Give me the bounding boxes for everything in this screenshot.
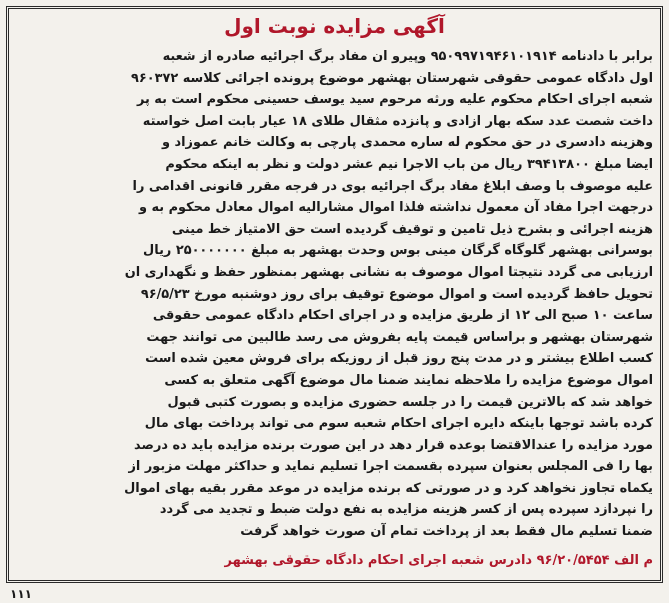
page-number: ۱۱۱ <box>10 587 32 601</box>
notice-line: ضمنا تسلیم مال فقط بعد از پرداخت تمام آن صورت خواهد گرفت <box>240 524 653 540</box>
notice-line: ایضا مبلغ ۳۹۴۱۳۸۰۰ ریال من باب الاجرا نیم عشر دولت و نظر به اینکه محکوم <box>165 156 653 172</box>
notice-line: یکماه تجاوز نخواهد کرد و در صورتی که برنده مزایده در موعد مقرر بقیه بهای اموال <box>124 480 653 496</box>
notice-line: شهرستان بهشهر و براساس قیمت پایه بفروش می رسد طالبین می توانند جهت <box>146 329 653 345</box>
notice-line: ارزیابی می گردد نتیجتا اموال موصوف به نشانی بهشهر بمنظور حفظ و نگهداری ان <box>124 264 653 280</box>
notice-line: بوسرانی بهشهر گلوگاه گرگان مینی بوس وحدت بهشهر به مبلغ ۲۵۰۰۰۰۰۰۰ ریال <box>143 243 653 259</box>
notice-line: تحویل حافظ گردیده است و اموال موضوع توقیف برای روز دوشنبه مورخ ۹۶/۵/۲۳ <box>140 286 653 302</box>
notice-line: خواهد شد که بالاترین قیمت را در جلسه حضوری مزایده و بصورت کتبی قبول <box>167 394 653 410</box>
notice-line: مورد مزایده را عندالاقتضا بوعده قرار دهد در این صورت برنده مزایده باید ده درصد <box>134 437 653 453</box>
notice-body <box>16 46 653 543</box>
notice-line: اول دادگاه عمومی حقوقی شهرستان بهشهر موضوع پرونده اجرائی کلاسه ۹۶۰۳۷۲ <box>131 70 653 86</box>
notice-line: داخت شصت عدد سکه بهار ازادی و پانزده مثقال طلای ۱۸ عیار بابت اصل خواسته <box>142 113 653 129</box>
notice-reference: م الف ۹۶/۲۰/۵۴۵۴ دادرس شعبه اجرای احکام دادگاه حقوقی بهشهر <box>224 553 653 568</box>
notice-line: برابر با دادنامه ۹۵۰۹۹۷۱۹۴۶۱۰۱۹۱۴ وپیرو ان مفاد برگ اجرائیه صادره از شعبه <box>162 49 653 64</box>
notice-line: ساعت ۱۰ صبح الی ۱۲ از طریق مزایده و در اجرای احکام دادگاه عمومی حقوقی <box>152 308 653 324</box>
notice-line: کسب اطلاع بیشتر و در مدت پنج روز قبل از روزیکه برای فروش معین شده است <box>145 351 653 367</box>
notice-title: آگهی مزایده نوبت اول <box>224 14 445 38</box>
notice-line: اموال موضوع مزایده را ملاحظه نمایند ضمنا مال موضوع آگهی متعلق به کسی <box>164 372 653 388</box>
notice-line: علیه موصوف با وصف ابلاغ مفاد برگ اجرائیه بوی در فرجه مقرر قانونی اقدامی را <box>132 178 653 194</box>
notice-line: هزینه اجرائی و بشرح ذیل تامین و توقیف گردیده است حق الامتیاز خط مینی <box>171 221 653 237</box>
notice-line: کرده باشد توجها باینکه دایره اجرای احکام شعبه سوم می تواند پرداخت بهای مال <box>144 416 653 432</box>
notice-line: بها را فی المجلس بعنوان سپرده بقسمت اجرا تسلیم نماید و حداکثر مهلت مزبور از <box>128 459 653 475</box>
notice-line: را نپردازد سپرده پس از کسر هزینه مزایده به نفع دولت ضبط و تجدید می گردد <box>159 502 653 518</box>
notice-line: وهزینه دادسری در حق محکوم له ساره محمدی پارچی به وکالت خانم عموزاد و <box>161 135 653 151</box>
notice-line: درجهت اجرا مفاد آن معمول نداشته فلذا اموال مشارالیه اموال معادل محکوم به و <box>138 200 653 216</box>
notice-line: شعبه اجرای احکام محکوم علیه ورثه مرحوم سید یوسف حسینی محکوم است به پر <box>136 92 653 108</box>
